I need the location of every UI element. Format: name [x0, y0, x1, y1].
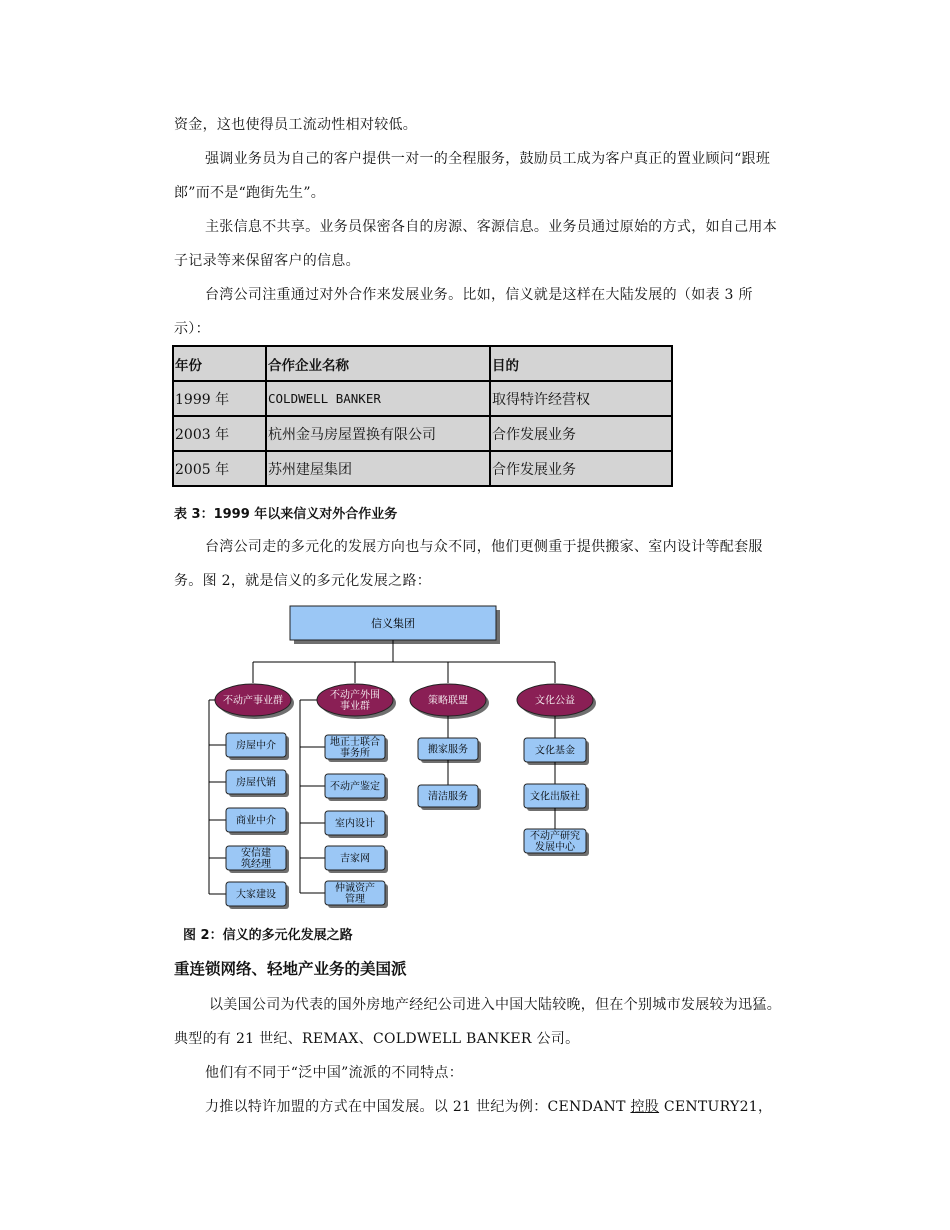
table-cell: COLDWELL BANKER [266, 381, 490, 416]
item-box-label: 室内设计 [335, 818, 375, 830]
item-box-label: 房屋中介 [236, 740, 276, 752]
group-ellipse-label: 策略联盟 [428, 695, 468, 707]
item-box-label: 事务所 [340, 748, 370, 760]
paragraph-5: 台湾公司走的多元化的发展方向也与众不同，他们更侧重于提供搬家、室内设计等配套服务。图 2，就是信义的多元化发展之路： [174, 539, 763, 589]
item-box-label: 文化基金 [535, 745, 575, 757]
item-box-label: 仲诚资产 [335, 883, 375, 895]
paragraph-1: 资金，这也使得员工流动性相对较低。 [174, 117, 418, 133]
paragraph-8 [174, 1090, 784, 1124]
root-box-label: 信义集团 [371, 616, 415, 630]
item-box-label: 清洁服务 [428, 791, 468, 803]
item-box-label: 不动产研究 [530, 831, 580, 843]
item-box-label: 筑经理 [241, 859, 271, 871]
item-box-label: 搬家服务 [428, 744, 468, 756]
item-box-label: 不动产鉴定 [330, 781, 380, 793]
table-header-year: 年份 [173, 346, 266, 381]
item-box-label: 安信建 [241, 848, 271, 860]
paragraph-7: 他们有不同于“泛中国”流派的不同特点： [205, 1065, 464, 1081]
group-ellipse-label: 文化公益 [535, 695, 575, 707]
item-box-label: 管理 [345, 894, 365, 906]
item-box-label: 商业中介 [236, 815, 276, 827]
table-cell: 杭州金马房屋置换有限公司 [266, 416, 490, 451]
table-cell: 合作发展业务 [490, 451, 672, 486]
item-box-label: 大家建设 [236, 889, 276, 901]
item-box-label: 吉家网 [340, 853, 370, 865]
table-cell: 2005 年 [173, 451, 266, 486]
paragraph-6: 以美国公司为代表的国外房地产经纪公司进入中国大陆较晚，但在个别城市发展较为迅猛。典型的有 21 世纪、REMAX、COLDWELL BANKER 公司。 [174, 997, 781, 1047]
item-box-label: 地正士联合 [330, 737, 380, 749]
table-header-purpose: 目的 [490, 346, 672, 381]
table-cell: 苏州建屋集团 [266, 451, 490, 486]
item-box-label: 发展中心 [535, 842, 575, 854]
table-cell: 取得特许经营权 [490, 381, 672, 416]
table-header-partner: 合作企业名称 [266, 346, 490, 381]
paragraph-2: 强调业务员为自己的客户提供一对一的全程服务，鼓励员工成为客户真正的置业顾问“跟班郎”而不是“跑街先生”。 [174, 151, 771, 201]
diagram-caption: 图 2：信义的多元化发展之路 [183, 928, 353, 943]
item-box-label: 房屋代销 [236, 777, 276, 789]
paragraph-8-text-c: CENTURY21， [659, 1099, 773, 1115]
table-cell: 合作发展业务 [490, 416, 672, 451]
paragraph-8-link: 控股 [630, 1099, 660, 1115]
paragraph-3: 主张信息不共享。业务员保密各自的房源、客源信息。业务员通过原始的方式，如自己用本子记录等来保留客户的信息。 [174, 219, 777, 269]
group-ellipse-label: 不动产事业群 [223, 695, 283, 707]
group-ellipse-label: 不动产外围 [330, 690, 380, 702]
paragraph-8-text-a: 力推以特许加盟的方式在中国发展。以 21 世纪为例：CENDANT [205, 1099, 631, 1115]
table-cell: 2003 年 [173, 416, 266, 451]
group-ellipse-label: 事业群 [340, 701, 370, 713]
table-caption: 表 3：1999 年以来信义对外合作业务 [174, 507, 398, 522]
paragraph-4: 台湾公司注重通过对外合作来发展业务。比如，信义就是这样在大陆发展的（如表 3 所示）： [174, 287, 753, 337]
table-cell: 1999 年 [173, 381, 266, 416]
item-box-label: 文化出版社 [530, 791, 580, 803]
section-heading: 重连锁网络、轻地产业务的美国派 [174, 960, 407, 978]
